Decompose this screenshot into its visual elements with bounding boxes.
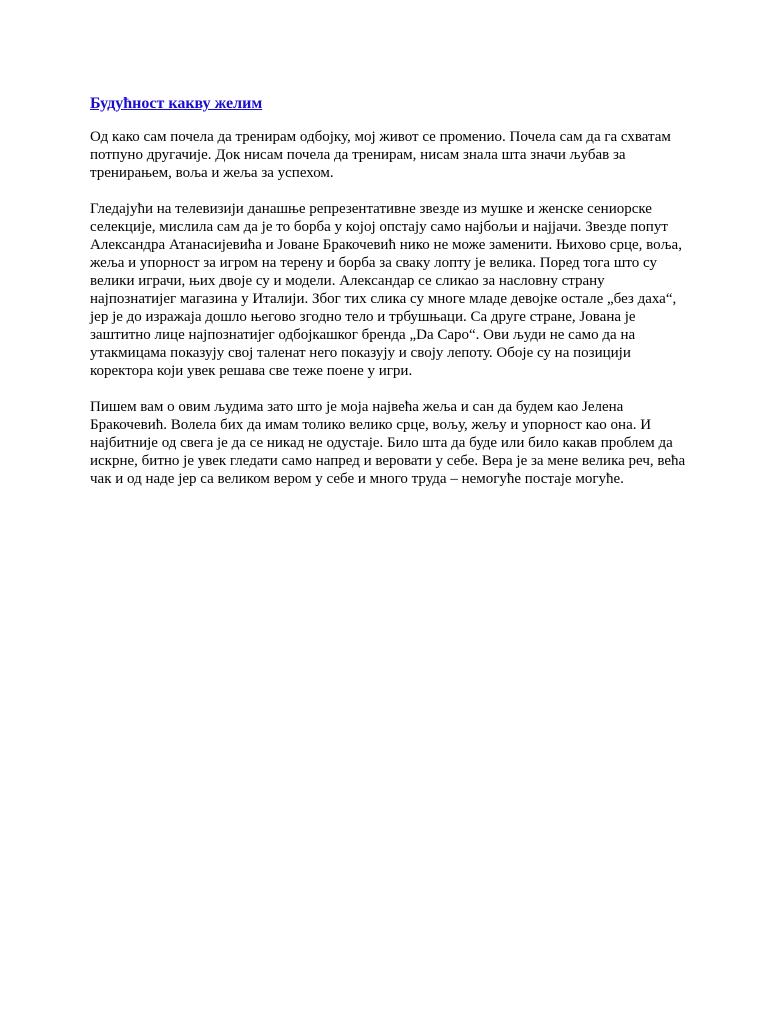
paragraph-3: Пишем вам о овим људима зато што је моја највећа жеља и сан да будем као Јелена Бракочевић. Волела бих да имам толико велико срце, вољу, жељу и упорност као она. И најбитније од свега је да се никад не одустаје. Било шта да буде или било какав проблем да искрне, битно је увек гледати само напред и веровати у себе. Вера је за мене велика реч, већа чак и од наде јер са великом вером у себе и много труда – немогуће постаје могуће. — [90, 399, 686, 487]
document-title-link[interactable]: Будућност какву желим — [90, 95, 263, 112]
paragraph-1: Од како сам почела да тренирам одбојку, мој живот се променио. Почела сам да га схватам потпуно другачије. Док нисам почела да тренирам, нисам знала шта значи љубав за тренирањем, воља и жеља за успехом. — [90, 129, 671, 181]
paragraph-2: Гледајући на телевизији данашње репрезентативне звезде из мушке и женске сениорске селекције, мислила сам да је то борба у којој опстају само најбољи и најјачи. Звезде попут Александра Атанасијевића и Јоване Бракочевић нико не може заменити. Њихово срце, воља, жеља и упорност за игром на терену и борба за сваку лопту је велика. Поред тога што су велики играчи, њих двоје су и модели. Александар се сликао за насловну страну најпознатијег магазина у Италији. Због тих слика су многе младе девојке остале „без даха“, јер је до изражаја дошло његово згодно тело и трбушњаци. Са друге стране, Јована је заштитно лице најпознатијег одбојкашког бренда „Da Capo“. Ови људи не само да на утакмицама показују свој таленат него показују и своју лепоту. Обоје су на позицији коректора који увек решава све теже поене у игри. — [90, 201, 682, 379]
document-body — [90, 94, 690, 506]
